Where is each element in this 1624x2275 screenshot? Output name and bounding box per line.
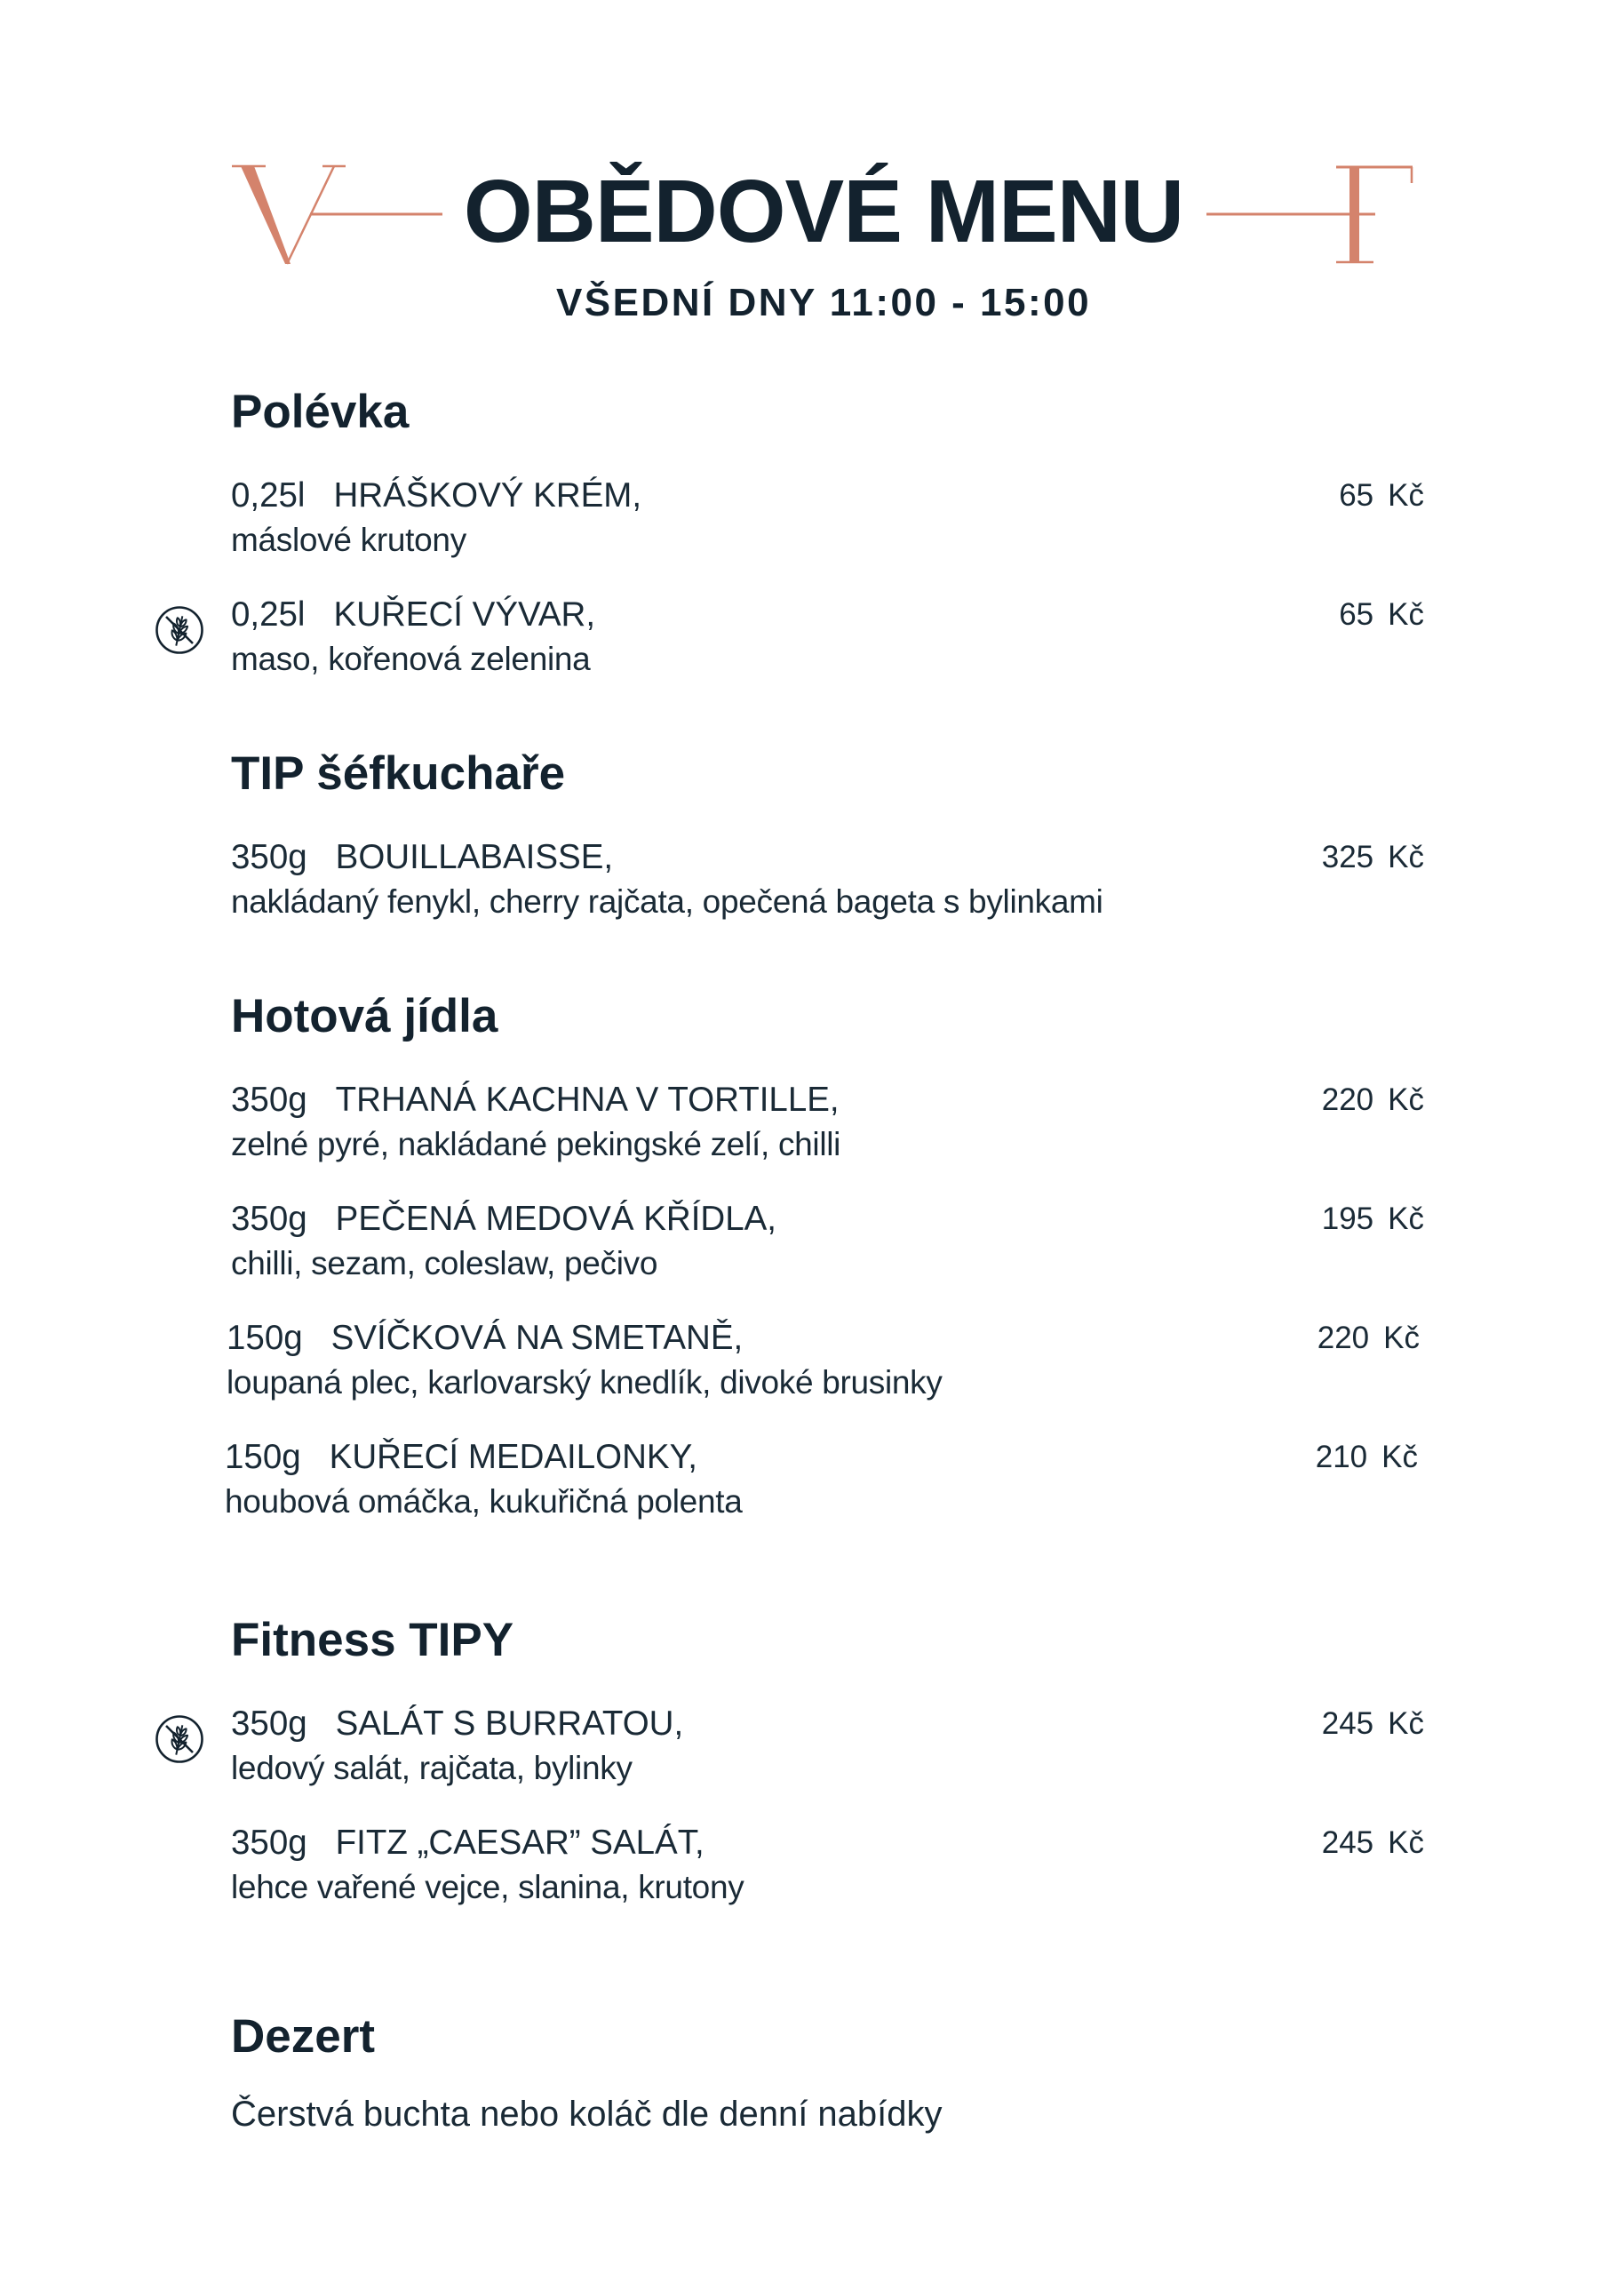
price-value: 220 bbox=[1317, 1321, 1370, 1355]
price-value: 65 bbox=[1339, 478, 1374, 513]
dessert-description: Čerstvá buchta nebo koláč dle denní nabídky bbox=[231, 2095, 943, 2134]
item-name: PEČENÁ MEDOVÁ KŘÍDLA, bbox=[335, 1200, 777, 1238]
price-value: 210 bbox=[1315, 1440, 1368, 1474]
item-description: chilli, sezam, coleslaw, pečivo bbox=[231, 1245, 658, 1281]
price-value: 65 bbox=[1339, 597, 1374, 632]
section-main-dishes bbox=[225, 990, 1424, 1554]
section-fitness bbox=[231, 1614, 1424, 1940]
item-price bbox=[1322, 835, 1424, 880]
page-title: OBĚDOVÉ MENU bbox=[463, 162, 1184, 261]
price-currency: Kč bbox=[1388, 478, 1424, 513]
item-amount: 150g bbox=[225, 1438, 301, 1476]
item-price bbox=[1318, 1316, 1420, 1361]
item-description: ledový salát, rajčata, bylinky bbox=[231, 1750, 633, 1786]
price-currency: Kč bbox=[1388, 1201, 1424, 1236]
item-name: BOUILLABAISSE, bbox=[335, 838, 614, 876]
item-amount: 0,25l bbox=[231, 476, 306, 515]
section-title: Hotová jídla bbox=[231, 990, 498, 1042]
item-price bbox=[1316, 1435, 1418, 1480]
price-currency: Kč bbox=[1388, 1825, 1424, 1860]
menu-item bbox=[231, 1197, 1424, 1286]
item-description: lehce vařené vejce, slanina, krutony bbox=[231, 1869, 744, 1905]
price-currency: Kč bbox=[1388, 597, 1424, 632]
menu-item bbox=[231, 1821, 1424, 1910]
item-name: FITZ „CAESAR” SALÁT, bbox=[335, 1824, 705, 1862]
section-dessert bbox=[231, 2010, 1424, 2136]
price-value: 325 bbox=[1321, 840, 1374, 874]
item-price bbox=[1322, 1197, 1424, 1241]
item-heading bbox=[231, 835, 1424, 880]
item-name: SVÍČKOVÁ NA SMETANĚ, bbox=[330, 1319, 744, 1357]
item-amount: 350g bbox=[231, 1200, 307, 1238]
section-chef-tip bbox=[231, 747, 1424, 954]
item-price bbox=[1322, 1821, 1424, 1865]
menu-item bbox=[231, 1702, 1424, 1791]
price-currency: Kč bbox=[1388, 840, 1424, 874]
price-currency: Kč bbox=[1388, 1082, 1424, 1117]
price-value: 220 bbox=[1321, 1082, 1374, 1117]
gluten-free-icon bbox=[155, 605, 204, 655]
menu-item bbox=[231, 1078, 1424, 1167]
menu-item bbox=[231, 474, 1424, 563]
item-description: máslové krutony bbox=[231, 522, 466, 558]
item-heading bbox=[231, 593, 1424, 637]
menu-item bbox=[231, 835, 1424, 924]
item-description: maso, kořenová zelenina bbox=[231, 641, 591, 677]
item-amount: 350g bbox=[231, 1704, 307, 1743]
item-name: TRHANÁ KACHNA V TORTILLE, bbox=[335, 1081, 840, 1119]
gluten-free-icon bbox=[155, 1714, 204, 1764]
item-heading bbox=[231, 474, 1424, 518]
price-value: 195 bbox=[1321, 1201, 1374, 1236]
item-heading bbox=[231, 1197, 1424, 1241]
item-amount: 150g bbox=[227, 1319, 303, 1357]
item-price bbox=[1322, 1702, 1424, 1746]
item-description: loupaná plec, karlovarský knedlík, divoké brusinky bbox=[227, 1364, 943, 1401]
item-description: houbová omáčka, kukuřičná polenta bbox=[225, 1483, 743, 1520]
section-title: Dezert bbox=[231, 2010, 376, 2063]
price-value: 245 bbox=[1321, 1825, 1374, 1860]
item-amount: 350g bbox=[231, 1824, 307, 1862]
item-price bbox=[1339, 474, 1424, 518]
item-description: nakládaný fenykl, cherry rajčata, opečená bageta s bylinkami bbox=[231, 883, 1103, 920]
item-amount: 0,25l bbox=[231, 595, 306, 634]
item-description: zelné pyré, nakládané pekingské zelí, chilli bbox=[231, 1126, 841, 1162]
item-amount: 350g bbox=[231, 838, 307, 876]
price-currency: Kč bbox=[1388, 1706, 1424, 1741]
price-currency: Kč bbox=[1383, 1321, 1420, 1355]
item-heading bbox=[231, 1078, 1424, 1122]
opening-hours: VŠEDNÍ DNY 11:00 - 15:00 bbox=[555, 281, 1092, 324]
section-title: TIP šéfkuchaře bbox=[231, 747, 566, 800]
item-name: KUŘECÍ MEDAILONKY, bbox=[329, 1438, 698, 1476]
price-value: 245 bbox=[1321, 1706, 1374, 1741]
section-title: Polévka bbox=[231, 386, 410, 438]
item-amount: 350g bbox=[231, 1081, 307, 1119]
item-heading bbox=[231, 1821, 1424, 1865]
section-title: Fitness TIPY bbox=[231, 1614, 514, 1666]
price-currency: Kč bbox=[1381, 1440, 1418, 1474]
menu-item bbox=[231, 593, 1424, 682]
item-heading bbox=[231, 1702, 1424, 1746]
item-name: SALÁT S BURRATOU, bbox=[335, 1704, 684, 1743]
item-name: KUŘECÍ VÝVAR, bbox=[333, 595, 596, 634]
menu-item bbox=[227, 1316, 1420, 1405]
item-heading bbox=[225, 1435, 1418, 1480]
item-heading bbox=[227, 1316, 1420, 1361]
menu-item bbox=[225, 1435, 1418, 1524]
item-name: HRÁŠKOVÝ KRÉM, bbox=[333, 476, 642, 515]
item-price bbox=[1322, 1078, 1424, 1122]
item-price bbox=[1339, 593, 1424, 637]
section-soup bbox=[231, 386, 1424, 712]
